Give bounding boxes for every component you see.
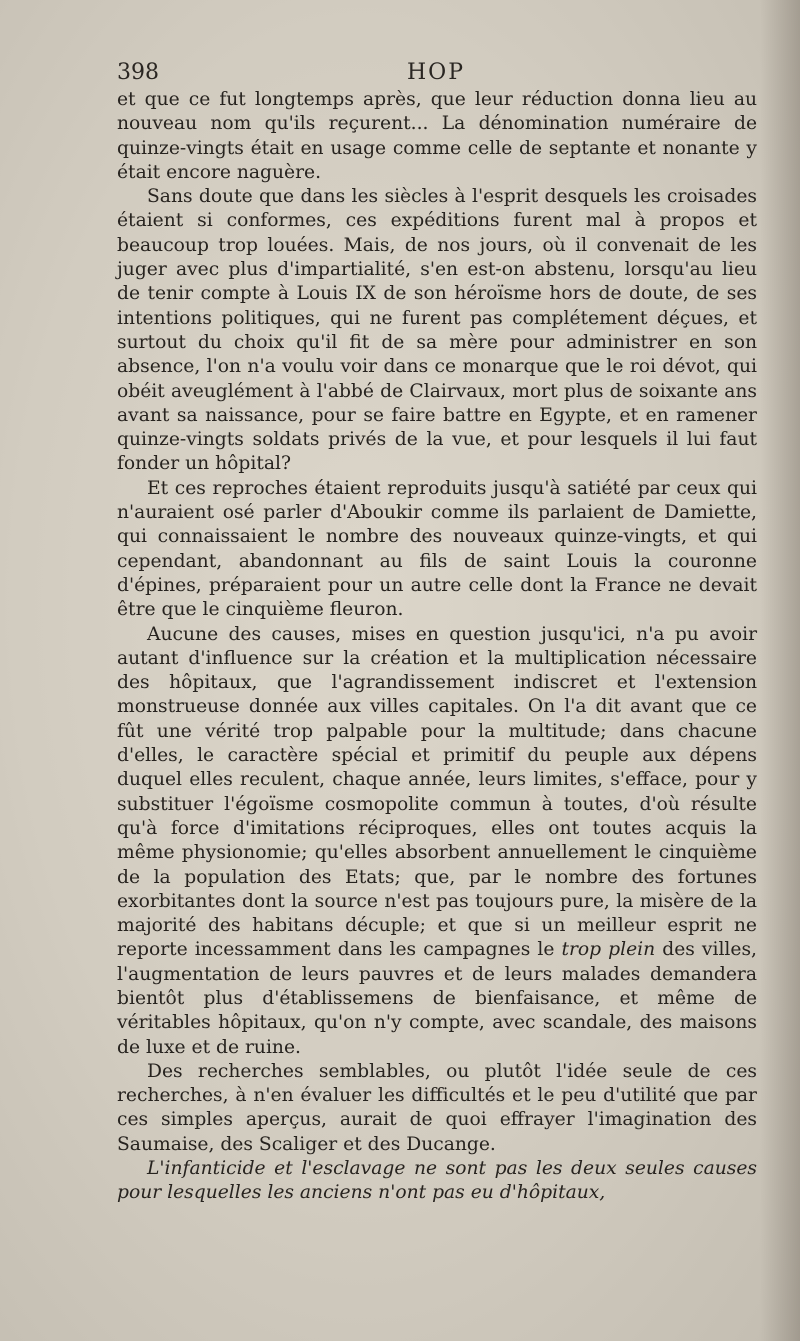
- paragraph-2: Sans doute que dans les siècles à l'esprit desquels les croisades étaient si conformes, ces expéditions furent mal à propos et beaucoup trop louées. Mais, de nos jours, où il convenait de les juger avec plus d'impartialité, s'en est-on abstenu, lorsqu'au lieu de tenir compte à Louis IX de son héroïsme hors de doute, de ses intentions politiques, qui ne furent pas complétement déçues, et surtout du choix qu'il fit de sa mère pour administrer en son absence, l'on n'a voulu voir dans ce monarque que le roi dévot, qui obéit aveuglément à l'abbé de Clairvaux, mort plus de soixante ans avant sa naissance, pour se faire battre en Egypte, et en ramener quinze-vingts soldats privés de la vue, et pour lesquels il lui faut fonder un hôpital?: [117, 186, 757, 475]
- page-edge-shadow: [760, 0, 800, 1341]
- paragraph-4-text-before: Aucune des causes, mises en question jusqu'ici, n'a pu avoir autant d'influence sur la création et la multiplication nécessaire des hôpitaux, que l'agrandissement indiscret et l'extension monstrueuse donnée aux villes capitales. On l'a dit avant que ce fût une vérité trop palpable pour la multitude; dans chacune d'elles, le caractère spécial et primitif du peuple aux dépens duquel elles reculent, chaque année, leurs limites, s'efface, pour y substituer l'égoïsme cosmopolite commun à toutes, d'où résulte qu'à force d'imitations réciproques, elles ont toutes acquis la même physionomie; qu'elles absorbent annuellement le cinquième de la population des Etats; que, par le nombre des fortunes exorbitantes dont la source n'est pas toujours pure, la misère de la majorité des habitans décuple; et que si un meilleur esprit ne reporte incessamment dans les campagnes le: [117, 623, 757, 961]
- paragraph-5: Des recherches semblables, ou plutôt l'idée seule de ces recherches, à n'en évaluer les difficultés et le peu d'utilité que par ces simples aperçus, aurait de quoi effrayer l'imagination des Saumaise, des Scaliger et des Ducange.: [117, 1060, 757, 1155]
- paragraph-4-italic-phrase: trop plein: [561, 939, 656, 961]
- body-text: [117, 88, 757, 1206]
- running-head: HOP: [407, 60, 466, 85]
- paragraph-1: et que ce fut longtemps après, que leur réduction donna lieu au nouveau nom qu'ils reçurent... La dénomination numéraire de quinze-vingts était en usage comme celle de septante et nonante y était encore naguère.: [117, 89, 757, 183]
- paragraph-3: Et ces reproches étaient reproduits jusqu'à satiété par ceux qui n'auraient osé parler d'Aboukir comme ils parlaient de Damiette, qui connaissaient le nombre des nouveaux quinze-vingts, et qui cependant, abandonnant au fils de saint Louis la couronne d'épines, préparaient pour un autre celle dont la France ne devait être que le cinquième fleuron.: [117, 477, 757, 621]
- paragraph-4: [117, 623, 757, 1060]
- page-header: [117, 56, 757, 92]
- page-number: 398: [117, 60, 159, 85]
- paragraph-6: L'infanticide et l'esclavage ne sont pas les deux seules causes pour lesquelles les anciens n'ont pas eu d'hôpitaux,: [117, 1158, 757, 1204]
- paragraph-4-text-after: des villes, l'augmentation de leurs pauvres et de leurs malades demandera bientôt plus d'établissemens de bienfaisance, et même de véritables hôpitaux, qu'on n'y compte, avec scandale, des maisons de luxe et de ruine.: [117, 939, 757, 1058]
